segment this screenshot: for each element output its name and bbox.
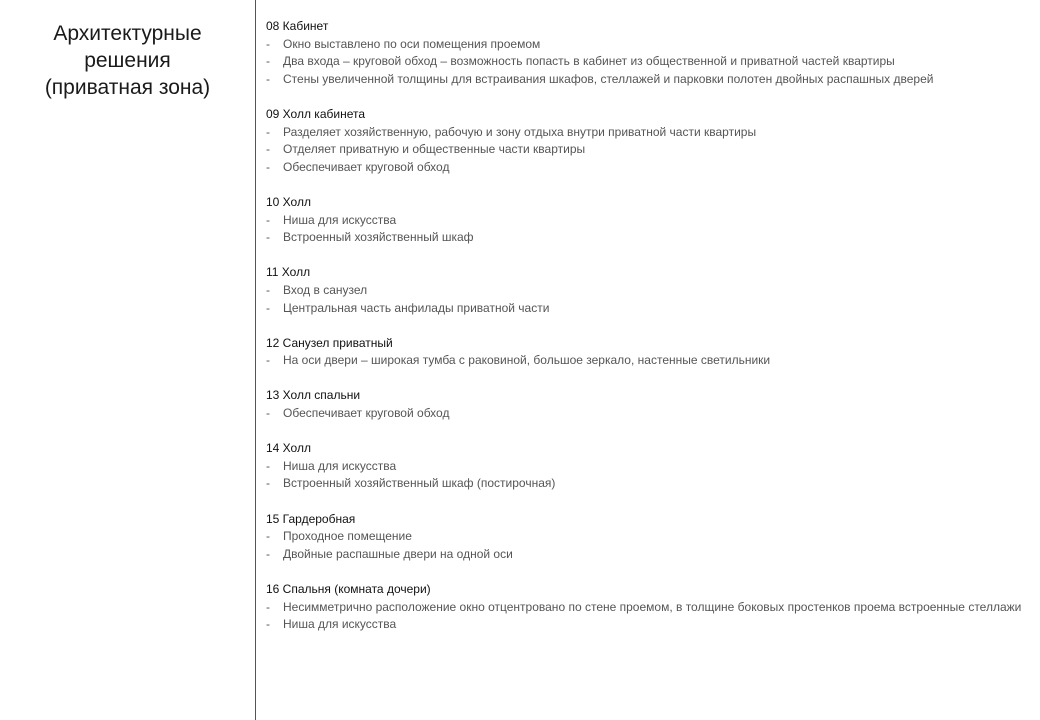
- list-item: [266, 229, 1026, 247]
- list-item: [266, 212, 1026, 230]
- section-title: 12 Санузел приватный: [266, 335, 393, 350]
- list-item: [266, 53, 1026, 71]
- section-title: 16 Спальня (комната дочери): [266, 582, 431, 596]
- section-title: 14 Холл: [266, 441, 311, 456]
- bullet-dash: -: [266, 212, 270, 227]
- item-text: Ниша для искусства: [283, 458, 397, 473]
- section-title: 08 Кабинет: [266, 19, 329, 33]
- list-item: [266, 599, 1026, 617]
- bullet-dash: -: [266, 529, 270, 544]
- section-title: 09 Холл кабинета: [266, 106, 365, 121]
- item-text: Проходное помещение: [283, 529, 412, 544]
- section-title: 10 Холл: [266, 194, 311, 209]
- section-09: [266, 106, 1026, 176]
- bullet-dash: -: [266, 458, 270, 473]
- list-item: [266, 71, 1026, 89]
- section-13: [266, 387, 1026, 422]
- list-item: [266, 159, 1026, 177]
- bullet-dash: -: [266, 159, 270, 174]
- bullet-dash: -: [266, 124, 270, 139]
- bullet-dash: -: [266, 230, 270, 245]
- bullet-dash: -: [266, 54, 270, 69]
- list-item: [266, 458, 1026, 476]
- item-text: Обеспечивает круговой обход: [283, 159, 450, 174]
- vertical-divider: [255, 0, 256, 720]
- bullet-dash: -: [266, 406, 270, 421]
- bullet-dash: -: [266, 476, 270, 491]
- title-line-3: (приватная зона): [44, 76, 211, 99]
- section-title: 11 Холл: [266, 265, 311, 280]
- item-text: Встроенный хозяйственный шкаф (постирочная): [283, 476, 556, 491]
- section-11: [266, 264, 1026, 317]
- title-line-2: решения: [84, 49, 171, 72]
- section-16: [266, 581, 1026, 634]
- section-10: [266, 194, 1026, 247]
- item-text: Обеспечивает круговой обход: [283, 406, 450, 421]
- section-15: [266, 511, 1026, 564]
- item-text: Ниша для искусства: [283, 617, 397, 632]
- title-line-1: Архитектурные: [53, 22, 202, 45]
- list-item: [266, 528, 1026, 546]
- item-text: Стены увеличенной толщины для встраивания шкафов, стеллажей и парковки полотен двойных распашных дверей: [283, 71, 934, 86]
- page-title: [0, 20, 255, 101]
- list-item: [266, 546, 1026, 564]
- bullet-dash: -: [266, 36, 270, 51]
- section-title: 13 Холл спальни: [266, 388, 361, 403]
- bullet-dash: -: [266, 142, 270, 157]
- list-item: [266, 352, 1026, 370]
- list-item: [266, 405, 1026, 423]
- bullet-dash: -: [266, 300, 270, 315]
- item-text: Два входа – круговой обход – возможность попасть в кабинет из общественной и приватной частей квартиры: [283, 54, 895, 69]
- list-item: [266, 616, 1026, 634]
- bullet-dash: -: [266, 599, 270, 614]
- item-text: Встроенный хозяйственный шкаф: [283, 230, 474, 245]
- item-text: Окно выставлено по оси помещения проемом: [283, 36, 541, 51]
- item-text: Отделяет приватную и общественные части квартиры: [283, 142, 586, 157]
- bullet-dash: -: [266, 353, 270, 368]
- list-item: [266, 282, 1026, 300]
- bullet-dash: -: [266, 546, 270, 561]
- bullet-dash: -: [266, 282, 270, 297]
- item-text: Несимметрично расположение окно отцентровано по стене проемом, в толщине боковых простенков проема встроенные стеллажи: [283, 599, 1022, 614]
- section-12: [266, 335, 1026, 370]
- section-08: [266, 18, 1026, 88]
- list-item: [266, 475, 1026, 493]
- bullet-dash: -: [266, 71, 270, 86]
- item-text: Ниша для искусства: [283, 212, 397, 227]
- item-text: Вход в санузел: [283, 282, 368, 297]
- section-14: [266, 440, 1026, 493]
- item-text: Центральная часть анфилады приватной части: [283, 300, 550, 315]
- item-text: Двойные распашные двери на одной оси: [283, 546, 513, 561]
- list-item: [266, 124, 1026, 142]
- item-text: На оси двери – широкая тумба с раковиной, большое зеркало, настенные светильники: [283, 353, 771, 368]
- list-item: [266, 36, 1026, 54]
- section-title: 15 Гардеробная: [266, 511, 356, 526]
- content-column: [266, 18, 1026, 651]
- list-item: [266, 141, 1026, 159]
- bullet-dash: -: [266, 617, 270, 632]
- item-text: Разделяет хозяйственную, рабочую и зону отдыха внутри приватной части квартиры: [283, 124, 757, 139]
- list-item: [266, 300, 1026, 318]
